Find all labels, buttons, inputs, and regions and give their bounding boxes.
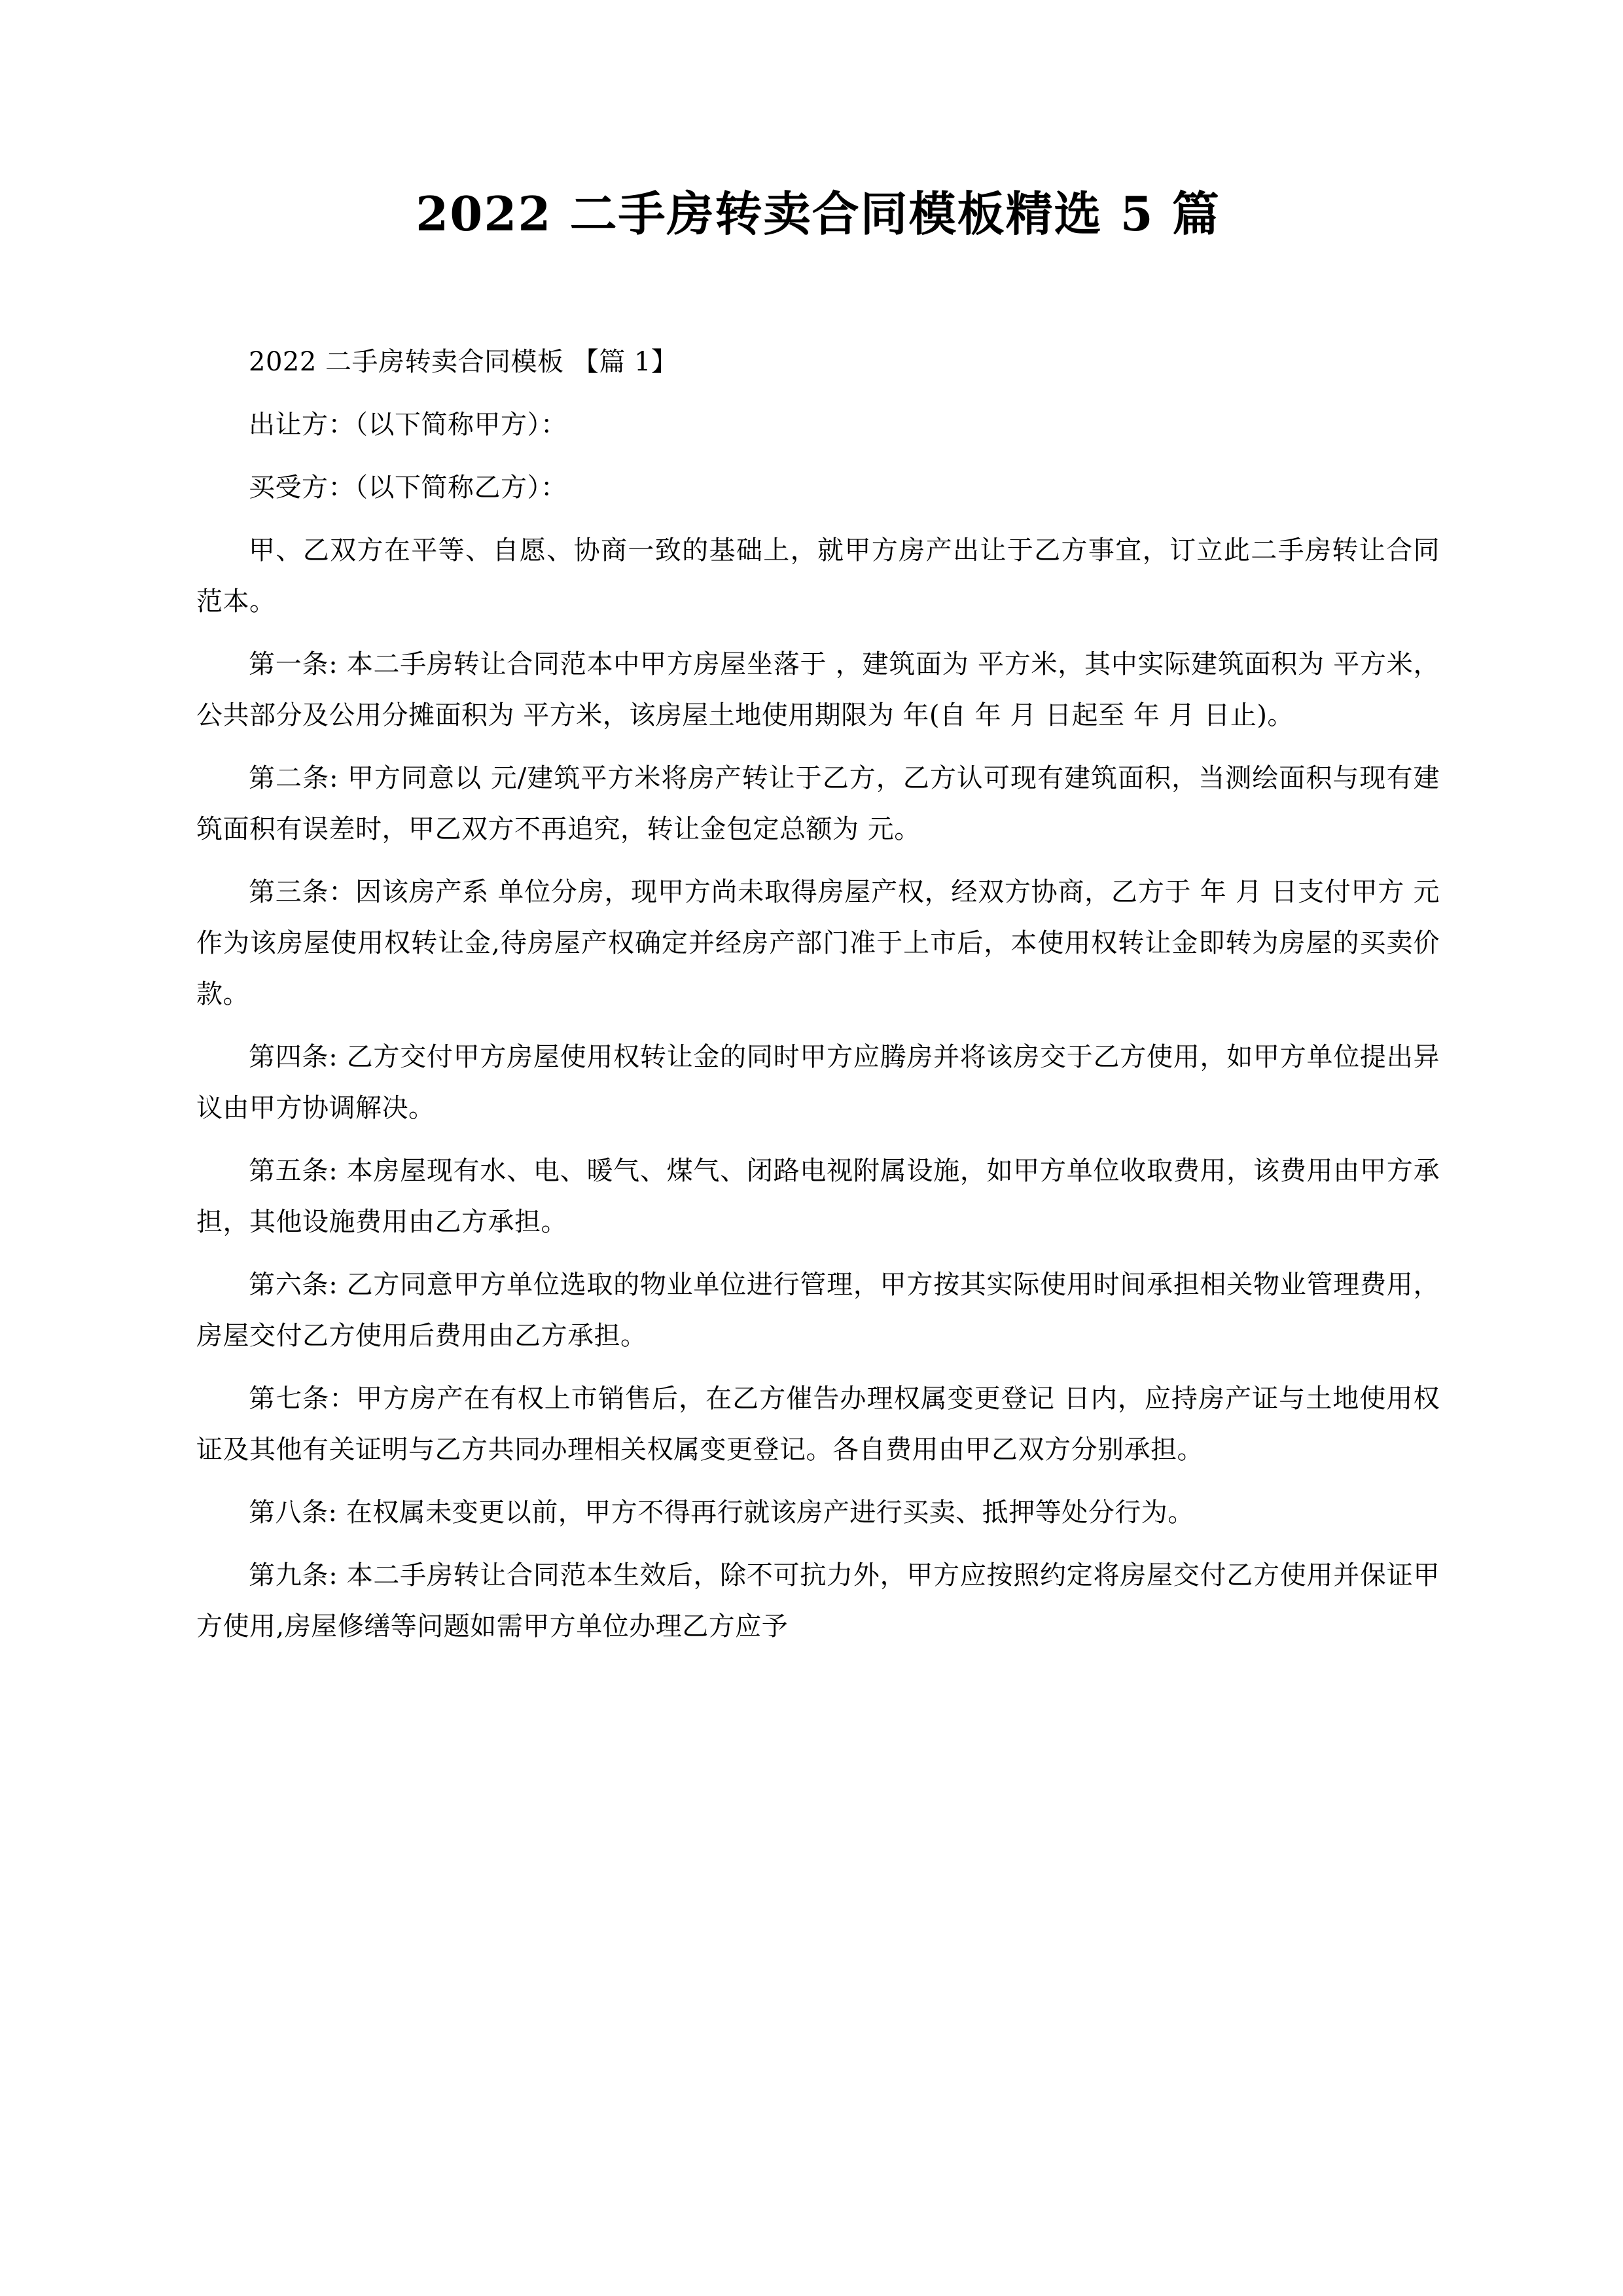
document-content <box>196 0 1440 1664</box>
paragraph: 第二条: 甲方同意以 元/建筑平方米将房产转让于乙方，乙方认可现有建筑面积，当测绘面积与现有建筑面积有误差时，甲乙双方不再追究，转让金包定总额为 元。 <box>196 762 1440 844</box>
paragraph: 第六条: 乙方同意甲方单位选取的物业单位进行管理，甲方按其实际使用时间承担相关物业管理费用，房屋交付乙方使用后费用由乙方承担。 <box>196 1269 1440 1351</box>
paragraph: 第七条：甲方房产在有权上市销售后，在乙方催告办理权属变更登记 日内，应持房产证与土地使用权证及其他有关证明与乙方共同办理相关权属变更登记。各自费用由甲乙双方分别承担。 <box>196 1383 1440 1465</box>
paragraph: 第五条: 本房屋现有水、电、暖气、煤气、闭路电视附属设施，如甲方单位收取费用，该费用由甲方承担，其他设施费用由乙方承担。 <box>196 1155 1440 1237</box>
paragraph: 第一条: 本二手房转让合同范本中甲方房屋坐落于 ，建筑面为 平方米，其中实际建筑面积为 平方米，公共部分及公用分摊面积为 平方米，该房屋土地使用期限为 年(自 年 月 日起至 年 月 日止)。 <box>196 649 1440 730</box>
paragraph: 第四条: 乙方交付甲方房屋使用权转让金的同时甲方应腾房并将该房交于乙方使用，如甲方单位提出异议由甲方协调解决。 <box>196 1041 1440 1123</box>
paragraph: 第八条: 在权属未变更以前，甲方不得再行就该房产进行买卖、抵押等处分行为。 <box>249 1497 1194 1528</box>
paragraph: 2022 二手房转卖合同模板 【篇 1】 <box>249 346 678 377</box>
paragraph: 出让方：（以下简称甲方）： <box>249 409 567 440</box>
paragraph: 买受方：（以下简称乙方）： <box>249 472 567 503</box>
document-body <box>196 336 1440 1652</box>
paragraph: 第三条：因该房产系 单位分房，现甲方尚未取得房屋产权，经双方协商，乙方于 年 月 日支付甲方 元作为该房屋使用权转让金,待房屋产权确定并经房产部门准于上市后，本使用权转让金即转为房屋的买卖价款。 <box>196 876 1440 1009</box>
paragraph: 第九条: 本二手房转让合同范本生效后，除不可抗力外，甲方应按照约定将房屋交付乙方使用并保证甲方使用,房屋修缮等问题如需甲方单位办理乙方应予 <box>196 1560 1440 1641</box>
paragraph: 甲、乙双方在平等、自愿、协商一致的基础上，就甲方房产出让于乙方事宜，订立此二手房转让合同范本。 <box>196 535 1440 617</box>
page-title: 2022 二手房转卖合同模板精选 5 篇 <box>416 186 1221 242</box>
